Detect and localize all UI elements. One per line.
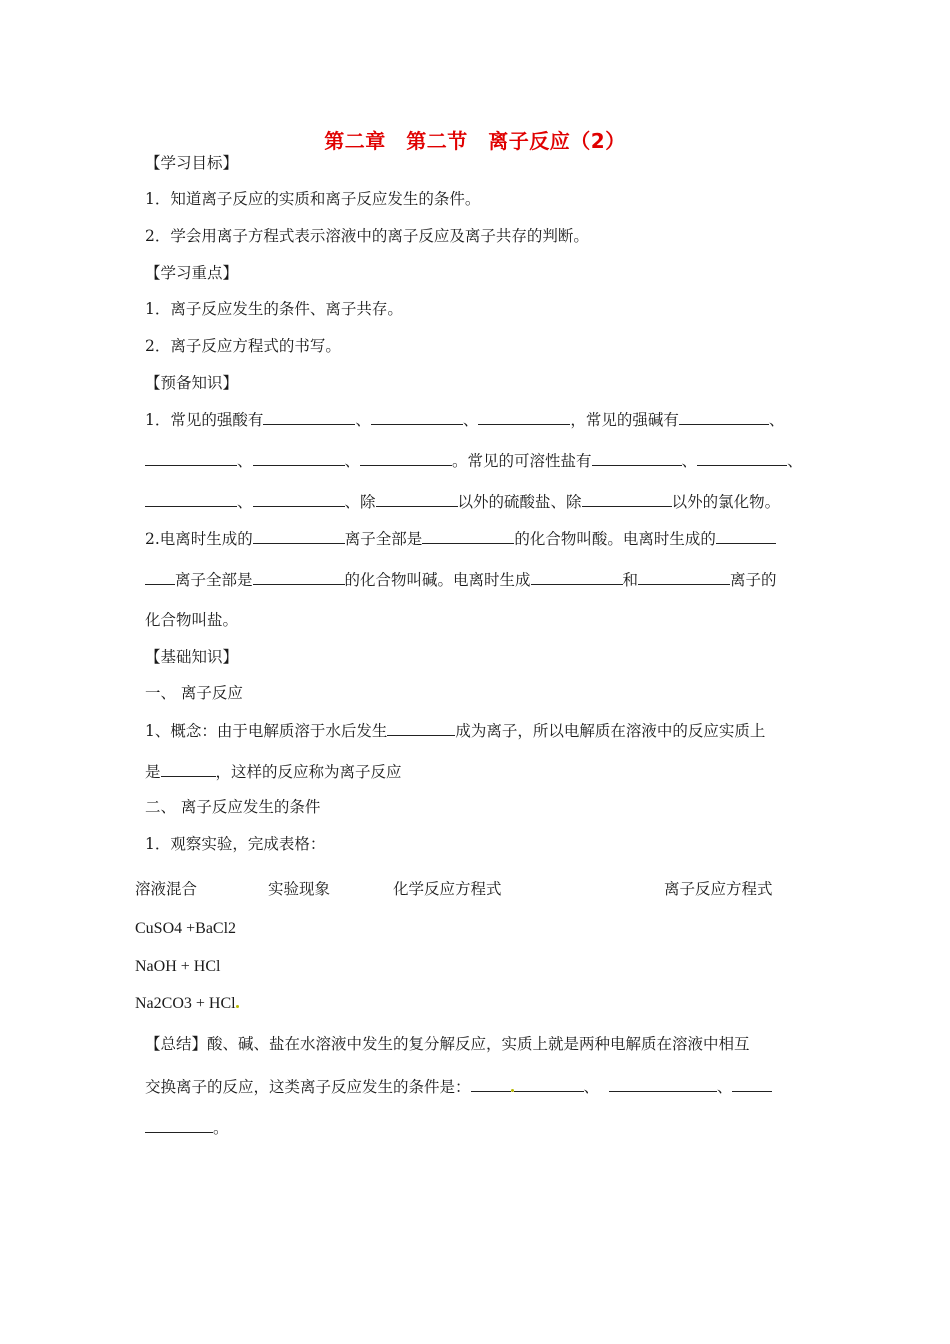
separator: 、 [355, 411, 371, 429]
blank[interactable] [422, 528, 514, 544]
blank[interactable] [592, 450, 682, 466]
table-header-ionic-equation: 离子反应方程式 [664, 880, 773, 898]
part2-heading: 二、 离子反应发生的条件 [145, 798, 321, 816]
table-header-mix: 溶液混合 [135, 880, 198, 898]
prep-q2-text-g: 离子的 [730, 571, 777, 589]
separator: 、 [716, 1078, 733, 1096]
prep-q2-text-d: 离子全部是 [175, 571, 253, 589]
blank[interactable] [471, 1076, 511, 1092]
blank[interactable] [478, 409, 570, 425]
basics-heading: 【基础知识】 [145, 648, 239, 666]
prep-q2-text-a: 2.电离时生成的 [145, 530, 253, 548]
table-row: CuSO4 +BaCl2 [135, 920, 237, 937]
blank[interactable] [376, 491, 458, 507]
concept-text-c: 是 [145, 763, 161, 781]
concept-line1 [145, 720, 765, 741]
separator: 、 [237, 493, 253, 511]
blank[interactable] [145, 450, 237, 466]
key-points-heading: 【学习重点】 [145, 264, 239, 282]
blank[interactable] [145, 1117, 213, 1133]
summary-line2 [145, 1076, 772, 1097]
prep-q1-line3 [145, 491, 780, 512]
blank[interactable] [145, 569, 175, 585]
blank[interactable] [732, 1076, 772, 1092]
blank[interactable] [360, 450, 452, 466]
table-header-chemical-equation: 化学反应方程式 [393, 880, 502, 898]
blank[interactable] [253, 569, 345, 585]
summary-text-b: 交换离子的反应，这类离子反应发生的条件是： [145, 1078, 471, 1096]
prep-q2-line1 [145, 528, 776, 549]
table-header-phenomenon: 实验现象 [268, 880, 331, 898]
separator: 、 [237, 452, 253, 470]
objective-item-1: 1．知道离子反应的实质和离子反应发生的条件。 [145, 190, 481, 208]
objective-item-2: 2．学会用离子方程式表示溶液中的离子反应及离子共存的判断。 [145, 227, 589, 245]
blank[interactable] [609, 1076, 717, 1092]
prep-q1-text-e: 以外的硫酸盐、除 [457, 493, 582, 511]
key-point-item-2: 2．离子反应方程式的书写。 [145, 337, 341, 355]
prep-q2-line2 [145, 569, 777, 590]
blank[interactable] [679, 409, 769, 425]
blank[interactable] [716, 528, 776, 544]
separator: 、 [344, 452, 361, 470]
part1-heading: 一、 离子反应 [145, 684, 243, 702]
blank[interactable] [253, 491, 345, 507]
prep-q2-text-f: 和 [622, 571, 639, 589]
prep-q2-text-c: 的化合物叫酸。电离时生成的 [514, 530, 716, 548]
blank[interactable] [253, 450, 345, 466]
concept-text-a: 1、概念：由于电解质溶于水后发生 [145, 722, 388, 740]
key-point-item-1: 1．离子反应发生的条件、离子共存。 [145, 300, 403, 318]
separator: 、 [768, 411, 785, 429]
blank[interactable] [263, 409, 355, 425]
prep-q2-text-e: 的化合物叫碱。电离时生成 [344, 571, 531, 589]
page-title: 第二章 第二节 离子反应（2） [324, 129, 626, 153]
mark-dot-icon [236, 1005, 239, 1008]
blank[interactable] [514, 1076, 584, 1092]
prep-q1-text-a: 1．常见的强酸有 [145, 411, 264, 429]
prep-q1-text-b: ，常见的强碱有 [570, 411, 679, 429]
blank[interactable] [371, 409, 463, 425]
summary-line3 [145, 1117, 229, 1138]
blank[interactable] [531, 569, 623, 585]
table-row [135, 995, 239, 1013]
blank[interactable] [697, 450, 787, 466]
separator: 、 [344, 493, 361, 511]
concept-line2 [145, 761, 402, 782]
separator: 、 [583, 1078, 600, 1096]
separator: 、 [787, 452, 803, 470]
observe-instruction: 1．观察实验，完成表格： [145, 835, 326, 853]
blank[interactable] [582, 491, 672, 507]
prep-q1-text-f: 以外的氯化物。 [671, 493, 781, 511]
blank[interactable] [145, 491, 237, 507]
concept-text-d: ，这样的反应称为离子反应 [215, 763, 402, 781]
table-row-text: Na2CO3 + HCl [135, 995, 236, 1012]
blank[interactable] [253, 528, 345, 544]
objectives-heading: 【学习目标】 [145, 154, 239, 172]
prep-q1-line1 [145, 409, 784, 430]
prep-q1-text-c: 。常见的可溶性盐有 [452, 452, 592, 470]
prep-q2-line3: 化合物叫盐。 [145, 611, 239, 629]
blank[interactable] [387, 720, 455, 736]
blank[interactable] [161, 761, 216, 777]
prep-q1-text-d: 除 [360, 493, 376, 511]
prep-q2-text-b: 离子全部是 [344, 530, 423, 548]
table-row: NaOH + HCl [135, 958, 221, 975]
summary-end: 。 [213, 1119, 229, 1137]
separator: 、 [681, 452, 698, 470]
separator: 、 [462, 411, 479, 429]
concept-text-b: 成为离子，所以电解质在溶液中的反应实质上 [455, 722, 766, 740]
prep-q1-line2 [145, 450, 803, 471]
prep-heading: 【预备知识】 [145, 374, 239, 392]
blank[interactable] [638, 569, 730, 585]
summary-line1: 【总结】酸、碱、盐在水溶液中发生的复分解反应，实质上就是两种电解质在溶液中相互 [145, 1035, 750, 1053]
